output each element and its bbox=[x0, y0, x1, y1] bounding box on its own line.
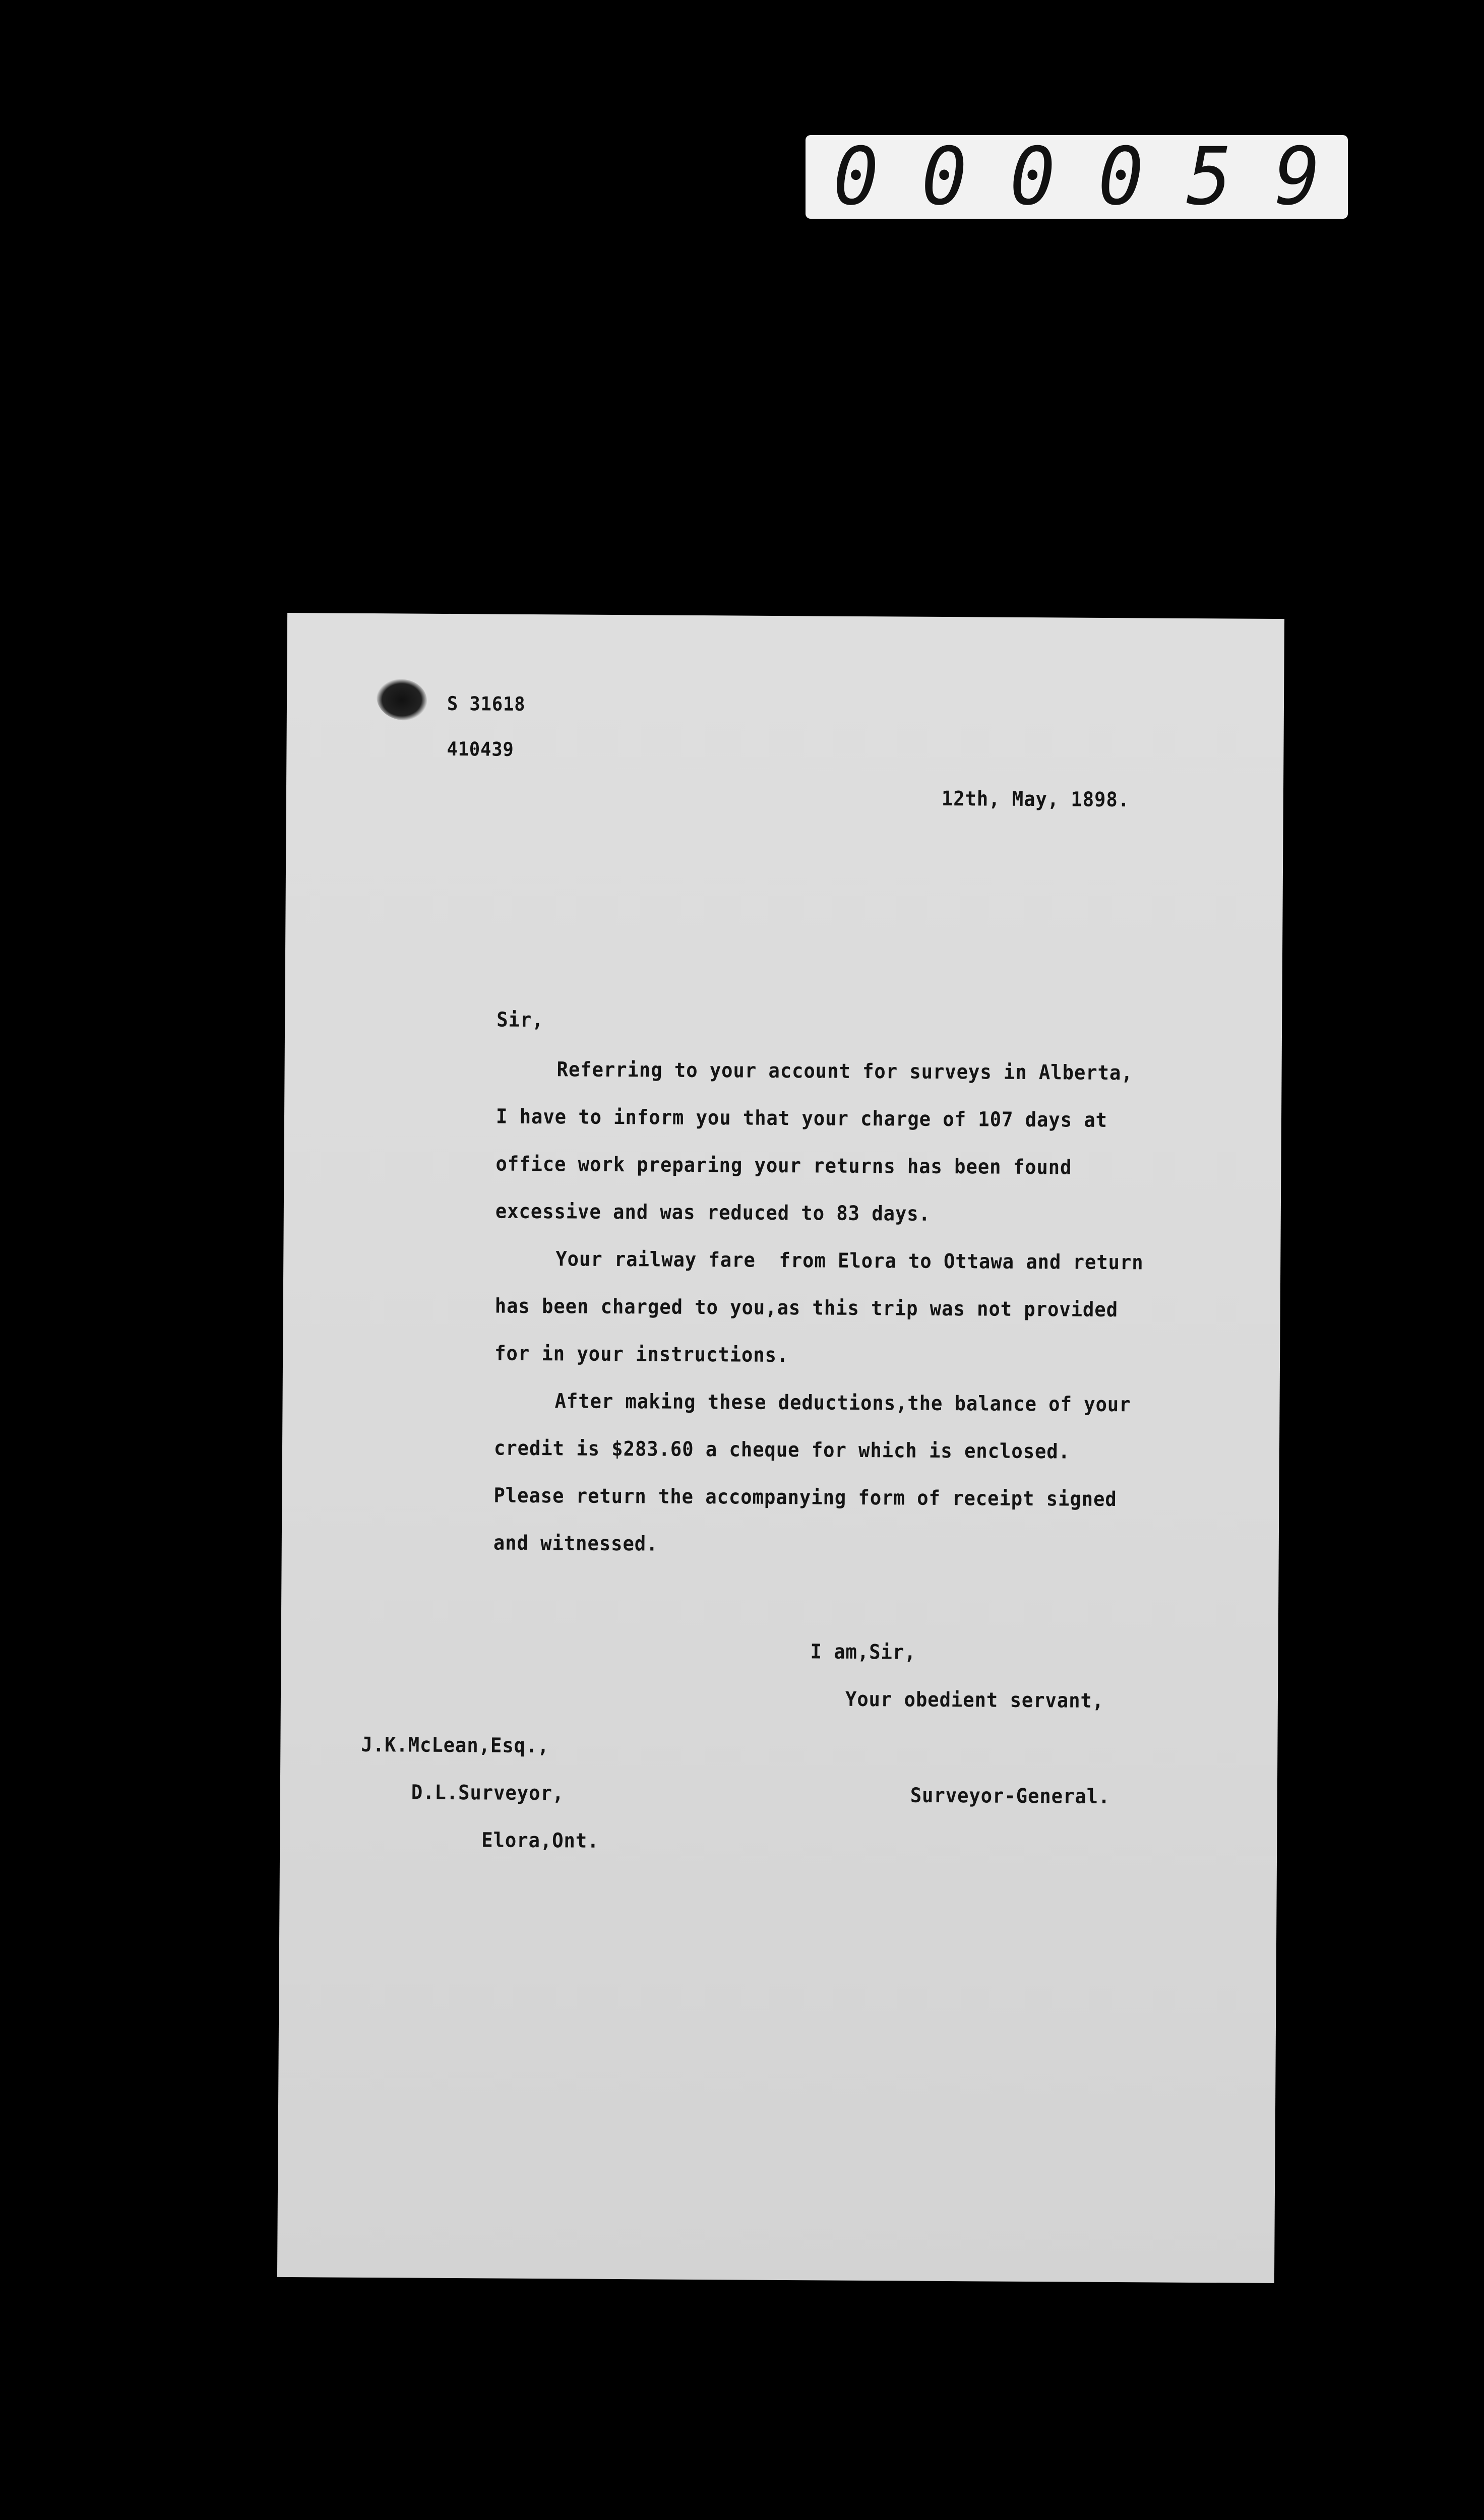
addressee-title: D.L.Surveyor, bbox=[411, 1781, 565, 1805]
frame-digit: 0 bbox=[833, 131, 879, 223]
frame-digit: 5 bbox=[1186, 131, 1232, 223]
body-line: I have to inform you that your charge of 107 days at bbox=[496, 1105, 1108, 1132]
letter-page bbox=[277, 613, 1284, 2283]
file-number: 410439 bbox=[447, 737, 514, 761]
body-line: After making these deductions,the balance of your bbox=[554, 1390, 1131, 1417]
body-line: Your railway fare from Elora to Ottawa and return bbox=[555, 1247, 1144, 1275]
frame-digit: 0 bbox=[921, 131, 967, 223]
addressee-name: J.K.McLean,Esq., bbox=[361, 1733, 549, 1758]
body-line: Referring to your account for surveys in Alberta, bbox=[556, 1058, 1133, 1085]
frame-digit: 9 bbox=[1274, 131, 1321, 223]
closing-line: Your obedient servant, bbox=[845, 1687, 1104, 1713]
frame-digit: 0 bbox=[1098, 131, 1144, 223]
body-line: has been charged to you,as this trip was not provided bbox=[494, 1294, 1119, 1322]
body-line: for in your instructions. bbox=[494, 1342, 789, 1367]
signature-title: Surveyor-General. bbox=[910, 1784, 1110, 1809]
staple-hole-mark bbox=[377, 679, 427, 721]
file-reference: S 31618 bbox=[447, 692, 526, 715]
addressee-place: Elora,Ont. bbox=[481, 1829, 599, 1853]
frame-number-plate bbox=[806, 131, 1348, 223]
frame-digit: 0 bbox=[1010, 131, 1056, 223]
closing-line: I am,Sir, bbox=[810, 1640, 916, 1664]
salutation: Sir, bbox=[497, 1008, 544, 1032]
body-line: credit is $283.60 a cheque for which is enclosed. bbox=[493, 1436, 1071, 1464]
body-line: and witnessed. bbox=[493, 1531, 658, 1556]
letter-date: 12th, May, 1898. bbox=[941, 787, 1130, 812]
body-line: Please return the accompanying form of receipt signed bbox=[493, 1484, 1117, 1511]
body-line: excessive and was reduced to 83 days. bbox=[495, 1200, 931, 1226]
body-line: office work preparing your returns has been found bbox=[496, 1152, 1072, 1179]
